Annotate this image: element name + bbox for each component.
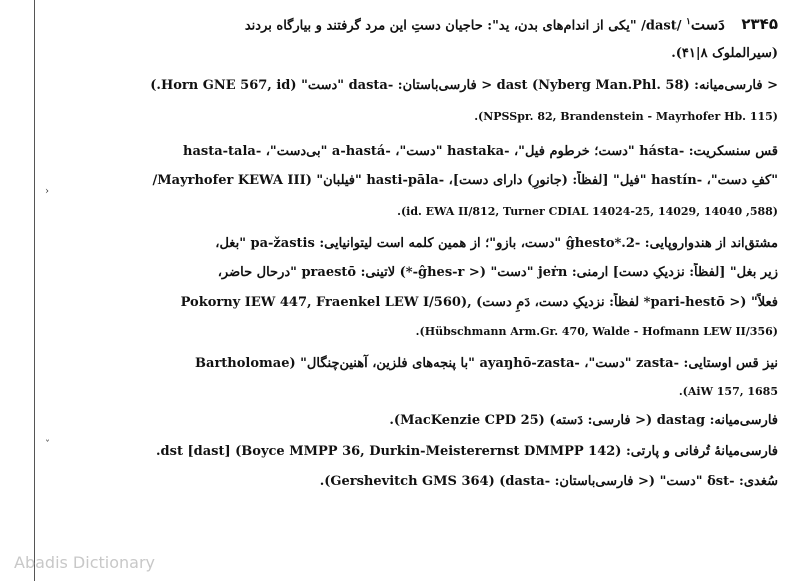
entry-line: فعلاً" (< pari-hestō* لفظاً: نزدیکِ دست، دَمِ دست) ,(Pokorny IEW 447, Fraenkel LEW I/560: [180, 295, 778, 310]
entry-number: ۲۳۴۵: [741, 15, 778, 34]
entry-line: نیز قس اوستایی: -zasta "دست"، -ayaŋhō-zasta "با پنجه‌های فلزین، آهنین‌چنگال" (Bartholomae: [195, 356, 778, 371]
watermark: Abadis Dictionary: [14, 553, 155, 572]
entry-header: [60, 12, 778, 36]
entry-line: فارسی‌میانه: dastag (< فارسی: دَسته) (MacKenzie CPD 25).: [389, 413, 778, 428]
entry-line: زیر بغل" [لفظاً: نزدیکِ دست] ارمنی: jeṙn "دست" (< ĝhes-r-*) لاتینی: praestō "درحال حاضر،: [217, 265, 778, 280]
margin-rule: [34, 0, 35, 581]
entry-line: AiW 157, 1685).: [678, 385, 778, 398]
entry-line: فارسی‌میانۀ تُرفانی و پارتی: dst [dast] (Boyce MMPP 36, Durkin-Meisterernst DMMPP 142).: [156, 444, 778, 459]
entry-line: "کفِ دست"، -hastín "فیل" [لفظاً: (جانورِ) دارای دست]، -hasti-pāla "فیلبان" (Mayrhofer KEWA III/: [152, 173, 778, 188]
margin-mark: ˇ: [45, 440, 50, 451]
entry-line: < فارسی‌میانه: dast (Nyberg Man.Phl. 58) < فارسی‌باستان: -dasta "دست" (Horn GNE 567, id.): [150, 78, 778, 93]
entry-line: مشتق‌اند از هندواروپایی: -ĝhesto*.2 "دست، بازو"؛ از همین کلمه است لیتوانیایی: pa-žastis "بغل،: [215, 236, 778, 251]
entry-line: (588, id. EWA II/812, Turner CDIAL 14024-25, 14029, 14040).: [397, 205, 778, 218]
entry-line: (سیرالملوک ۸|۴۱).: [671, 46, 778, 61]
entry-line: قس سنسکریت: -hásta "دست؛ خرطوم فیل"، -hastaka "دست"، -a-hastá "بی‌دست"، -hasta-tala: [183, 144, 778, 159]
headword-superscript: ۱: [686, 17, 691, 27]
entry-line: (NPSSpr. 82, Brandenstein - Mayrhofer Hb. 115).: [474, 110, 778, 123]
entry-headword: دَست: [690, 15, 725, 34]
margin-mark: ›: [45, 186, 49, 197]
entry-line: /dast/ "یکی از اندام‌های بدن، ید": حاجیان دستِ این مرد گرفتند و بیارگاه بردند: [244, 18, 682, 34]
entry-line: سُغدی: -δst "دست" (< فارسی‌باستان: -dasta) (Gershevitch GMS 364).: [319, 474, 778, 489]
entry-line: (Hübschmann Arm.Gr. 470, Walde - Hofmann LEW II/356).: [415, 325, 778, 338]
